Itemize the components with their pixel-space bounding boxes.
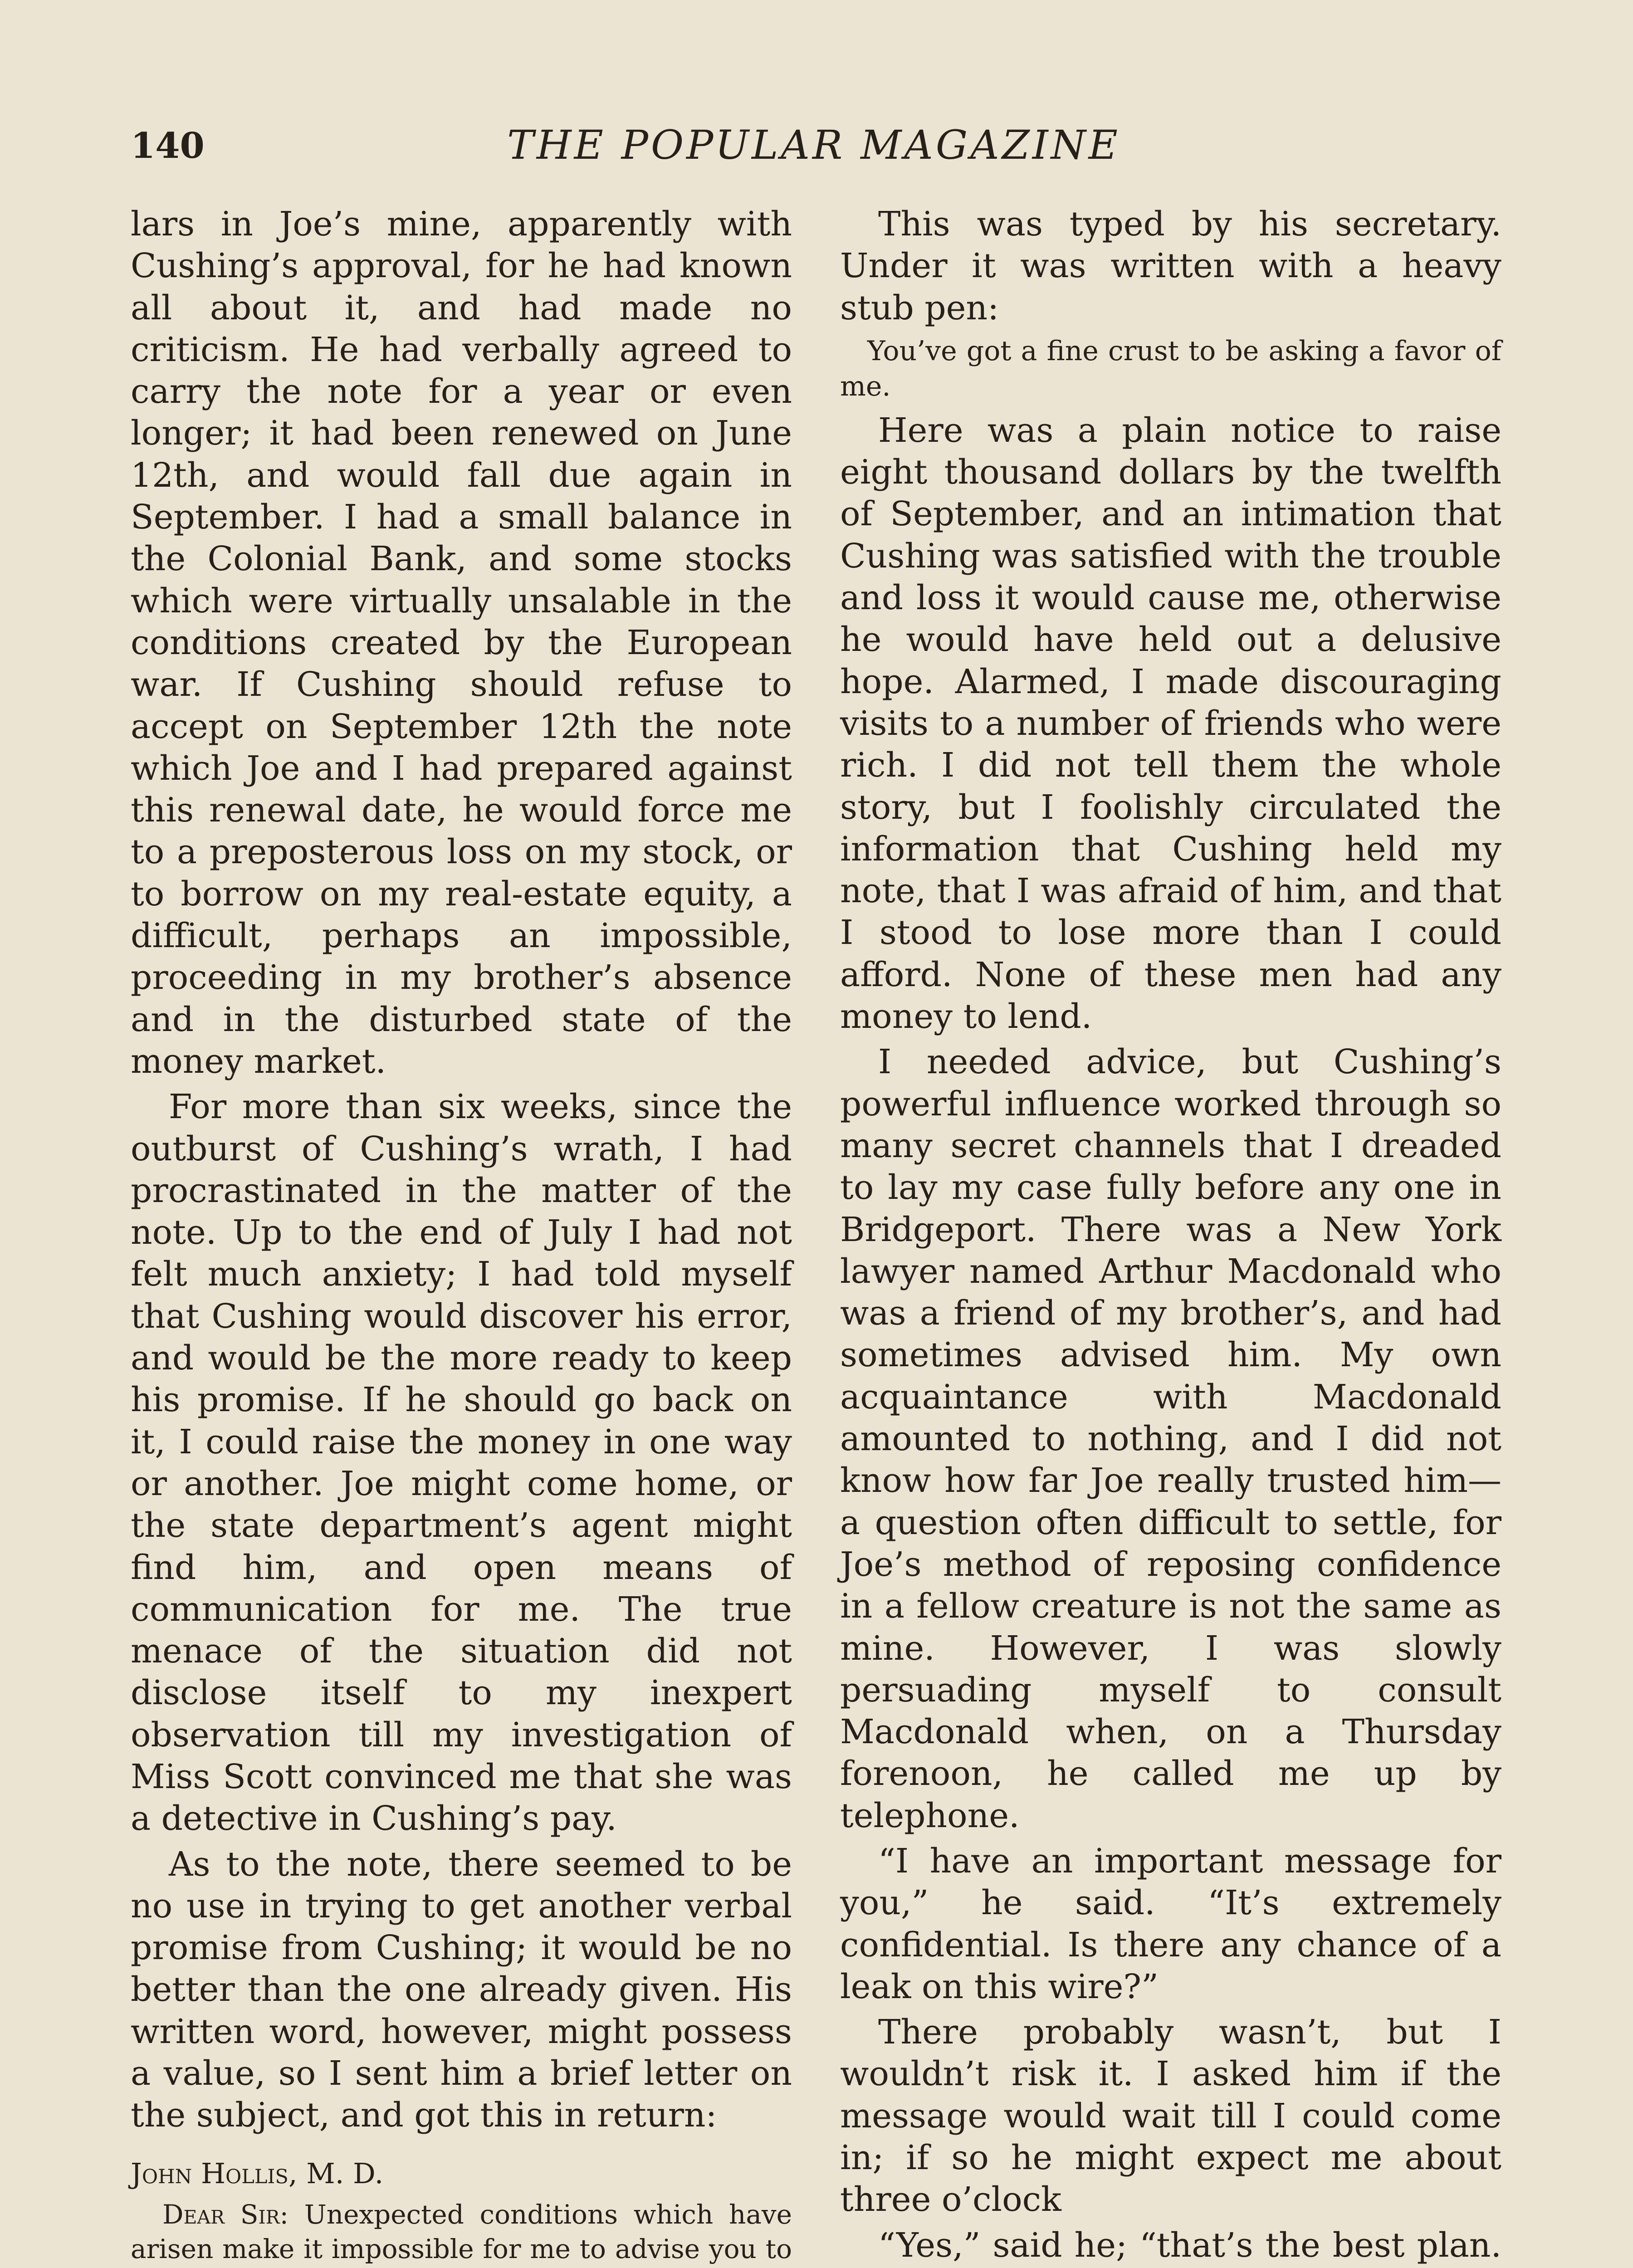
handwritten-note: You’ve got a fine crust to be asking a favor of me.: [840, 335, 1501, 402]
right-paragraph-5: There probably wasn’t, but I wouldn’t risk it. I asked him if the message would wait till I could come in; if so he might expect me about three o’clock: [840, 2013, 1501, 2219]
left-paragraph-3: As to the note, there seemed to be no use in trying to get another verbal promise from Cushing; it would be no better than the one already given. His written word, however, might possess a value, so I sent him a brief letter on the subject, and got this in return:: [131, 1844, 792, 2135]
left-column: [131, 203, 792, 2268]
letter-salutation: Dear Sir:: [162, 2199, 289, 2230]
right-paragraph-2: Here was a plain notice to raise eight thousand dollars by the twelfth of September, and an intimation that Cushing was satisfied with the trouble and loss it would cause me, otherwise he would have held out a delusive hope. Alarmed, I made discouraging visits to a number of friends who were rich. I did not tell them the whole story, but I foolishly circulated the information that Cushing held my note, that I was afraid of him, and that I stood to lose more than I could afford. None of these men had any money to lend.: [840, 411, 1501, 1036]
left-paragraph-1: lars in Joe’s mine, apparently with Cushing’s approval, for he had known all about it, and had made no criticism. He had verbally agreed to carry the note for a year or even longer; it had been renewed on June 12th, and would fall due again in September. I had a small balance in the Colonial Bank, and some stocks which were virtually unsalable in the conditions created by the European war. If Cushing should refuse to accept on September 12th the note which Joe and I had prepared against this renewal date, he would force me to a preposterous loss on my stock, or to borrow on my real-estate equity, a difficult, perhaps an impossible, proceeding in my brother’s absence and in the disturbed state of the money market.: [131, 205, 792, 1081]
right-paragraph-3: I needed advice, but Cushing’s powerful influence worked through so many secret channels that I dreaded to lay my case fully before any one in Bridgeport. There was a New York lawyer named Arthur Macdonald who was a friend of my brother’s, and had sometimes advised him. My own acquaintance with Macdonald amounted to nothing, and I did not know how far Joe really trusted him—a question often difficult to settle, for Joe’s method of reposing confidence in a fellow creature is not the same as mine. However, I was slowly persuading myself to consult Macdonald when, on a Thursday forenoon, he called me up by telephone.: [840, 1042, 1501, 1835]
letter-text: Unexpected conditions which have arisen make it impossible for me to advise you to: [131, 2199, 792, 2264]
page-number: 140: [131, 125, 205, 166]
right-paragraph-1: This was typed by his secretary. Under it was written with a heavy stub pen:: [840, 205, 1501, 327]
left-paragraph-2: For more than six weeks, since the outburst of Cushing’s wrath, I had procrastinated in the matter of the note. Up to the end of July I had not felt much anxiety; I had told myself that Cushing would discover his error, and would be the more ready to keep his promise. If he should go back on it, I could raise the money in one way or another. Joe might come home, or the state department’s agent might find him, and open means of communication for me. The true menace of the situation did not disclose itself to my inexpert observation till my investigation of Miss Scott convinced me that she was a detective in Cushing’s pay.: [131, 1087, 792, 1838]
page-header: [131, 122, 1497, 171]
running-head: THE POPULAR MAGAZINE: [507, 122, 1120, 168]
right-paragraph-6: “Yes,” said he; “that’s the best plan.: [878, 2225, 1501, 2265]
letter-addressee: John Hollis, M. D.: [131, 2156, 384, 2190]
letter-body: [131, 2197, 792, 2268]
right-paragraph-4: “I have an important message for you,” he said. “It’s extremely confidential. Is there any chance of a leak on this wire?”: [840, 1841, 1501, 2006]
right-column: [840, 203, 1501, 2268]
